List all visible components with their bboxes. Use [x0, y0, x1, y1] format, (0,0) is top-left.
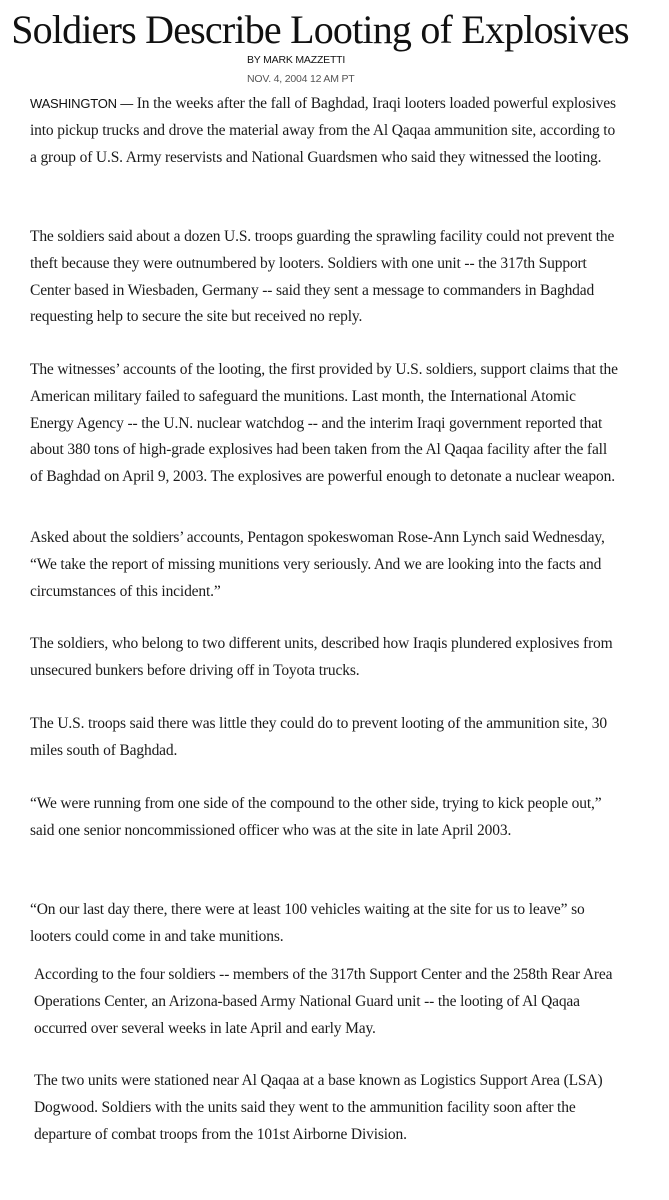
- paragraph: Asked about the soldiers’ accounts, Pentagon spokeswoman Rose-Ann Lynch said Wednesday, “We take the report of missing munitions very seriously. And we are looking into the facts and circumstances of this incident.”: [30, 529, 605, 600]
- paragraph: The U.S. troops said there was little they could do to prevent looting of the ammunition site, 30 miles south of Baghdad.: [30, 715, 607, 759]
- paragraph: The soldiers, who belong to two different units, described how Iraqis plundered explosives from unsecured bunkers before driving off in Toyota trucks.: [30, 635, 613, 679]
- headline: Soldiers Describe Looting of Explosives: [11, 7, 629, 52]
- paragraph: “We were running from one side of the compound to the other side, trying to kick people out,” said one senior noncommissioned officer who was at the site in late April 2003.: [30, 795, 602, 839]
- paragraph: The witnesses’ accounts of the looting, the first provided by U.S. soldiers, support claims that the American military failed to safeguard the munitions. Last month, the International Atomic Energy Agency -- the U.N. nuclear watchdog -- and the interim Iraqi government reported that about 380 tons of high-grade explosives had been taken from the Al Qaqaa facility after the fall of Baghdad on April 9, 2003. The explosives are powerful enough to detonate a nuclear weapon.: [30, 361, 618, 486]
- byline[interactable]: BY MARK MAZZETTI: [247, 54, 346, 66]
- dateline: WASHINGTON —: [30, 96, 134, 111]
- paragraph: According to the four soldiers -- members of the 317th Support Center and the 258th Rear Area Operations Center, an Arizona-based Army National Guard unit -- the looting of Al Qaqaa occurred over several weeks in late April and early May.: [34, 966, 613, 1037]
- paragraph: The soldiers said about a dozen U.S. troops guarding the sprawling facility could not prevent the theft because they were outnumbered by looters. Soldiers with one unit -- the 317th Support Center based in Wiesbaden, Germany -- said they sent a message to commanders in Baghdad requesting help to secure the site but received no reply.: [30, 228, 615, 326]
- paragraph: The two units were stationed near Al Qaqaa at a base known as Logistics Support Area (LSA) Dogwood. Soldiers with the units said they went to the ammunition facility soon after the departure of combat troops from the 101st Airborne Division.: [34, 1072, 603, 1143]
- paragraph-text: In the weeks after the fall of Baghdad, Iraqi looters loaded powerful explosives into pickup trucks and drove the material away from the Al Qaqaa ammunition site, according to a group of U.S. Army reservists and National Guardsmen who said they witnessed the looting.: [30, 95, 616, 166]
- paragraph: “On our last day there, there were at least 100 vehicles waiting at the site for us to leave” so looters could come in and take munitions.: [30, 901, 585, 945]
- publish-date: NOV. 4, 2004 12 AM PT: [247, 73, 355, 85]
- paragraph: [30, 91, 620, 171]
